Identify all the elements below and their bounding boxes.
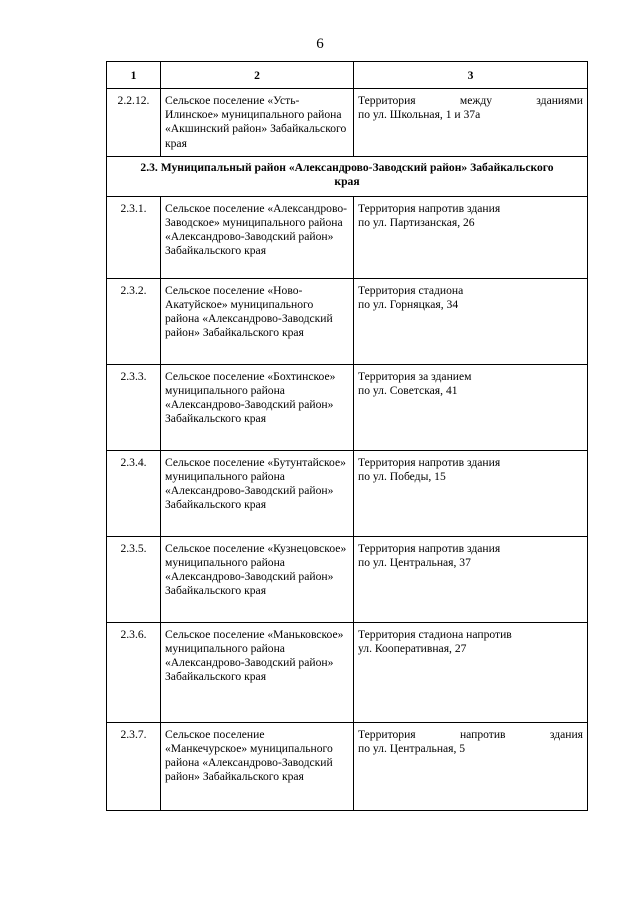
table-row bbox=[107, 278, 588, 364]
row-number: 2.3.3. bbox=[107, 364, 161, 450]
header-col-1: 1 bbox=[107, 62, 161, 89]
page-number: 6 bbox=[316, 36, 324, 52]
settlement-name: Сельское поселение «Маньковское» муниципального района «Александрово-Заводский район» Забайкальского края bbox=[161, 622, 354, 722]
row-number: 2.3.1. bbox=[107, 196, 161, 278]
settlement-name: Сельское поселение «Александрово-Заводское» муниципального района «Александрово-Заводский район» Забайкальского края bbox=[161, 196, 354, 278]
territory-line-1: Территория стадиона bbox=[358, 283, 464, 297]
territory-line-2: по ул. Победы, 15 bbox=[358, 470, 446, 484]
table-row bbox=[107, 364, 588, 450]
territory-line-1: Территория напротив здания bbox=[358, 727, 583, 741]
header-row bbox=[107, 62, 588, 89]
table-row bbox=[107, 89, 588, 157]
settlement-name: Сельское поселение «Ново-Акатуйское» муниципального района «Александрово-Заводский район» Забайкальского края bbox=[161, 278, 354, 364]
row-number: 2.3.2. bbox=[107, 278, 161, 364]
settlement-name: Сельское поселение «Кузнецовское» муниципального района «Александрово-Заводский район» Забайкальского края bbox=[161, 536, 354, 622]
territory-description bbox=[354, 89, 588, 157]
territory-line-1: Территория между зданиями bbox=[358, 94, 583, 107]
settlement-name: Сельское поселение «Бутунтайское» муниципального района «Александрово-Заводский район» Забайкальского края bbox=[161, 450, 354, 536]
table-header bbox=[107, 62, 588, 89]
territory-line-1: Территория напротив здания bbox=[358, 201, 501, 215]
territory-line-1: Территория напротив здания bbox=[358, 455, 501, 469]
territory-line-2: по ул. Партизанская, 26 bbox=[358, 216, 475, 230]
territory-line-1: Территория стадиона напротив bbox=[358, 627, 512, 641]
section-title: 2.3. Муниципальный район «Александрово-Заводский район» Забайкальского края bbox=[107, 156, 588, 196]
header-col-2: 2 bbox=[161, 62, 354, 89]
row-number: 2.3.5. bbox=[107, 536, 161, 622]
territory-line-2: ул. Кооперативная, 27 bbox=[358, 642, 467, 656]
territory-description bbox=[354, 450, 588, 536]
table-row bbox=[107, 622, 588, 722]
table-row bbox=[107, 536, 588, 622]
territory-line-1: Территория напротив здания bbox=[358, 541, 501, 555]
territory-line-2: по ул. Школьная, 1 и 37а bbox=[358, 108, 481, 122]
territory-line-2: по ул. Центральная, 37 bbox=[358, 556, 471, 570]
row-number: 2.2.12. bbox=[107, 89, 161, 157]
settlement-name: Сельское поселение «Бохтинское» муниципального района «Александрово-Заводский район» Забайкальского края bbox=[161, 364, 354, 450]
territory-description bbox=[354, 196, 588, 278]
territory-line-2: по ул. Центральная, 5 bbox=[358, 742, 466, 756]
territory-description bbox=[354, 722, 588, 810]
territory-line-2: по ул. Горняцкая, 34 bbox=[358, 298, 459, 312]
territory-line-2: по ул. Советская, 41 bbox=[358, 384, 458, 398]
table-body bbox=[107, 89, 588, 811]
territory-description bbox=[354, 536, 588, 622]
territory-table bbox=[106, 61, 588, 811]
territory-description bbox=[354, 364, 588, 450]
territory-description bbox=[354, 278, 588, 364]
row-number: 2.3.6. bbox=[107, 622, 161, 722]
territory-description bbox=[354, 622, 588, 722]
table-row bbox=[107, 450, 588, 536]
row-number: 2.3.7. bbox=[107, 722, 161, 810]
territory-line-1: Территория за зданием bbox=[358, 369, 472, 383]
table-row bbox=[107, 196, 588, 278]
table-row bbox=[107, 722, 588, 810]
section-row bbox=[107, 156, 588, 196]
settlement-name: Сельское поселение «Усть-Илинское» муниципального района «Акшинский район» Забайкальского края bbox=[161, 89, 354, 157]
settlement-name: Сельское поселение «Манкечурское» муниципального района «Александрово-Заводский район» Забайкальского края bbox=[161, 722, 354, 810]
row-number: 2.3.4. bbox=[107, 450, 161, 536]
header-col-3: 3 bbox=[354, 62, 588, 89]
